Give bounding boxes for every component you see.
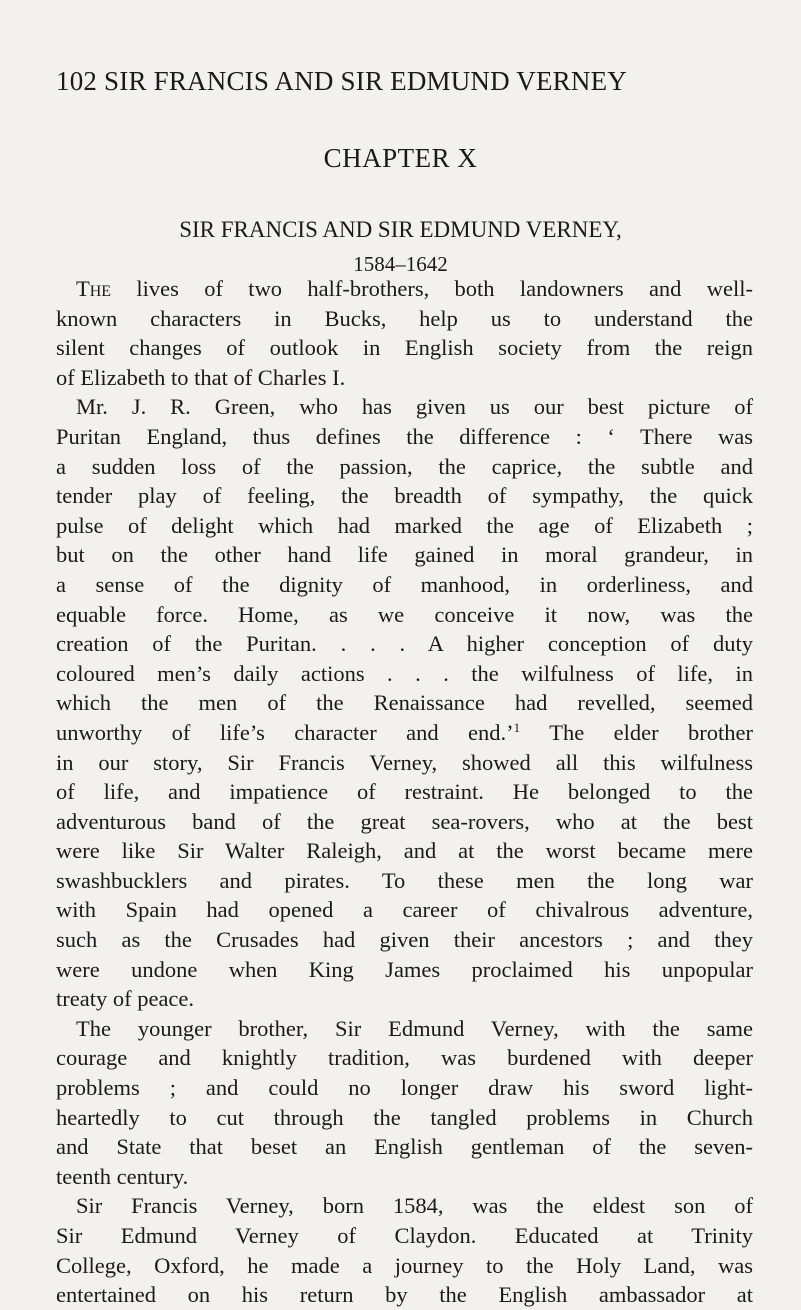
text-line: heartedly to cut through the tangled problems in Church [56, 1104, 753, 1130]
footnote-mark: 1 [513, 719, 521, 735]
text-line: known characters in Bucks, help us to understand the [56, 305, 753, 331]
chapter-title-text: SIR FRANCIS AND SIR EDMUND VERNEY, [179, 217, 622, 242]
running-head: 102 SIR FRANCIS AND SIR EDMUND VERNEY [56, 66, 627, 96]
text-line: creation of the Puritan. . . . A higher conception of duty [56, 631, 753, 657]
opening-word: The [76, 276, 112, 301]
text-line: swashbucklers and pirates. To these men the long war [56, 867, 753, 893]
text-line: and State that beset an English gentleman of the seven- [56, 1134, 753, 1160]
chapter-number: CHAPTER X [323, 143, 478, 173]
text-line: unworthy of life’s character and end.’$^1$ The elder brother [56, 719, 753, 745]
text-line: of life, and impatience of restraint. He belonged to the [56, 779, 753, 805]
text-line: entertained on his return by the English ambassador at [56, 1282, 753, 1308]
text-line: with Spain had opened a career of chivalrous adventure, [56, 897, 753, 923]
text-line: Sir Edmund Verney of Claydon. Educated at Trinity [56, 1223, 753, 1248]
text-line: coloured men’s daily actions . . . the wilfulness of life, in [56, 660, 753, 686]
text-line: were undone when King James proclaimed his unpopular [56, 956, 753, 982]
text-line: of Elizabeth to that of Charles I. [56, 364, 346, 390]
text-line: courage and knightly tradition, was burdened with deeper [56, 1045, 753, 1071]
text-line: pulse of delight which had marked the age of Elizabeth ; [56, 512, 753, 538]
text-line: teenth century. [56, 1163, 189, 1189]
text-line: equable force. Home, as we conceive it now, was the [56, 601, 753, 627]
text-line: The lives of two half-brothers, both landowners and well- [76, 276, 753, 301]
text-line: The younger brother, Sir Edmund Verney, with the same [76, 1015, 753, 1041]
text-line: problems ; and could no longer draw his sword light- [56, 1075, 753, 1101]
chapter-title [0, 213, 801, 281]
text-line: tender play of feeling, the breadth of sympathy, the quick [56, 483, 753, 509]
text-line: silent changes of outlook in English society from the reign [56, 335, 753, 361]
text-line: which the men of the Renaissance had revelled, seemed [56, 690, 753, 716]
body-text [56, 274, 753, 1310]
text-line: adventurous band of the great sea-rovers, who at the best [56, 808, 753, 834]
text-line: treaty of peace. [56, 986, 195, 1012]
text-line: but on the other hand life gained in moral grandeur, in [56, 542, 753, 568]
text-line: a sense of the dignity of manhood, in orderliness, and [56, 571, 753, 597]
text-line: were like Sir Walter Raleigh, and at the worst became mere [56, 838, 753, 864]
text-line: Puritan England, thus defines the difference : ‘ There was [56, 423, 753, 449]
text-line: such as the Crusades had given their ancestors ; and they [56, 927, 753, 953]
text-line: in our story, Sir Francis Verney, showed all this wilfulness [56, 749, 753, 775]
chapter-dates: 1584–1642 [353, 252, 448, 276]
text-line: a sudden loss of the passion, the caprice, the subtle and [56, 453, 753, 479]
text-line: Mr. J. R. Green, who has given us our best picture of [76, 394, 753, 420]
text-line: Sir Francis Verney, born 1584, was the eldest son of [76, 1193, 753, 1219]
text-line: College, Oxford, he made a journey to the Holy Land, was [56, 1252, 753, 1278]
